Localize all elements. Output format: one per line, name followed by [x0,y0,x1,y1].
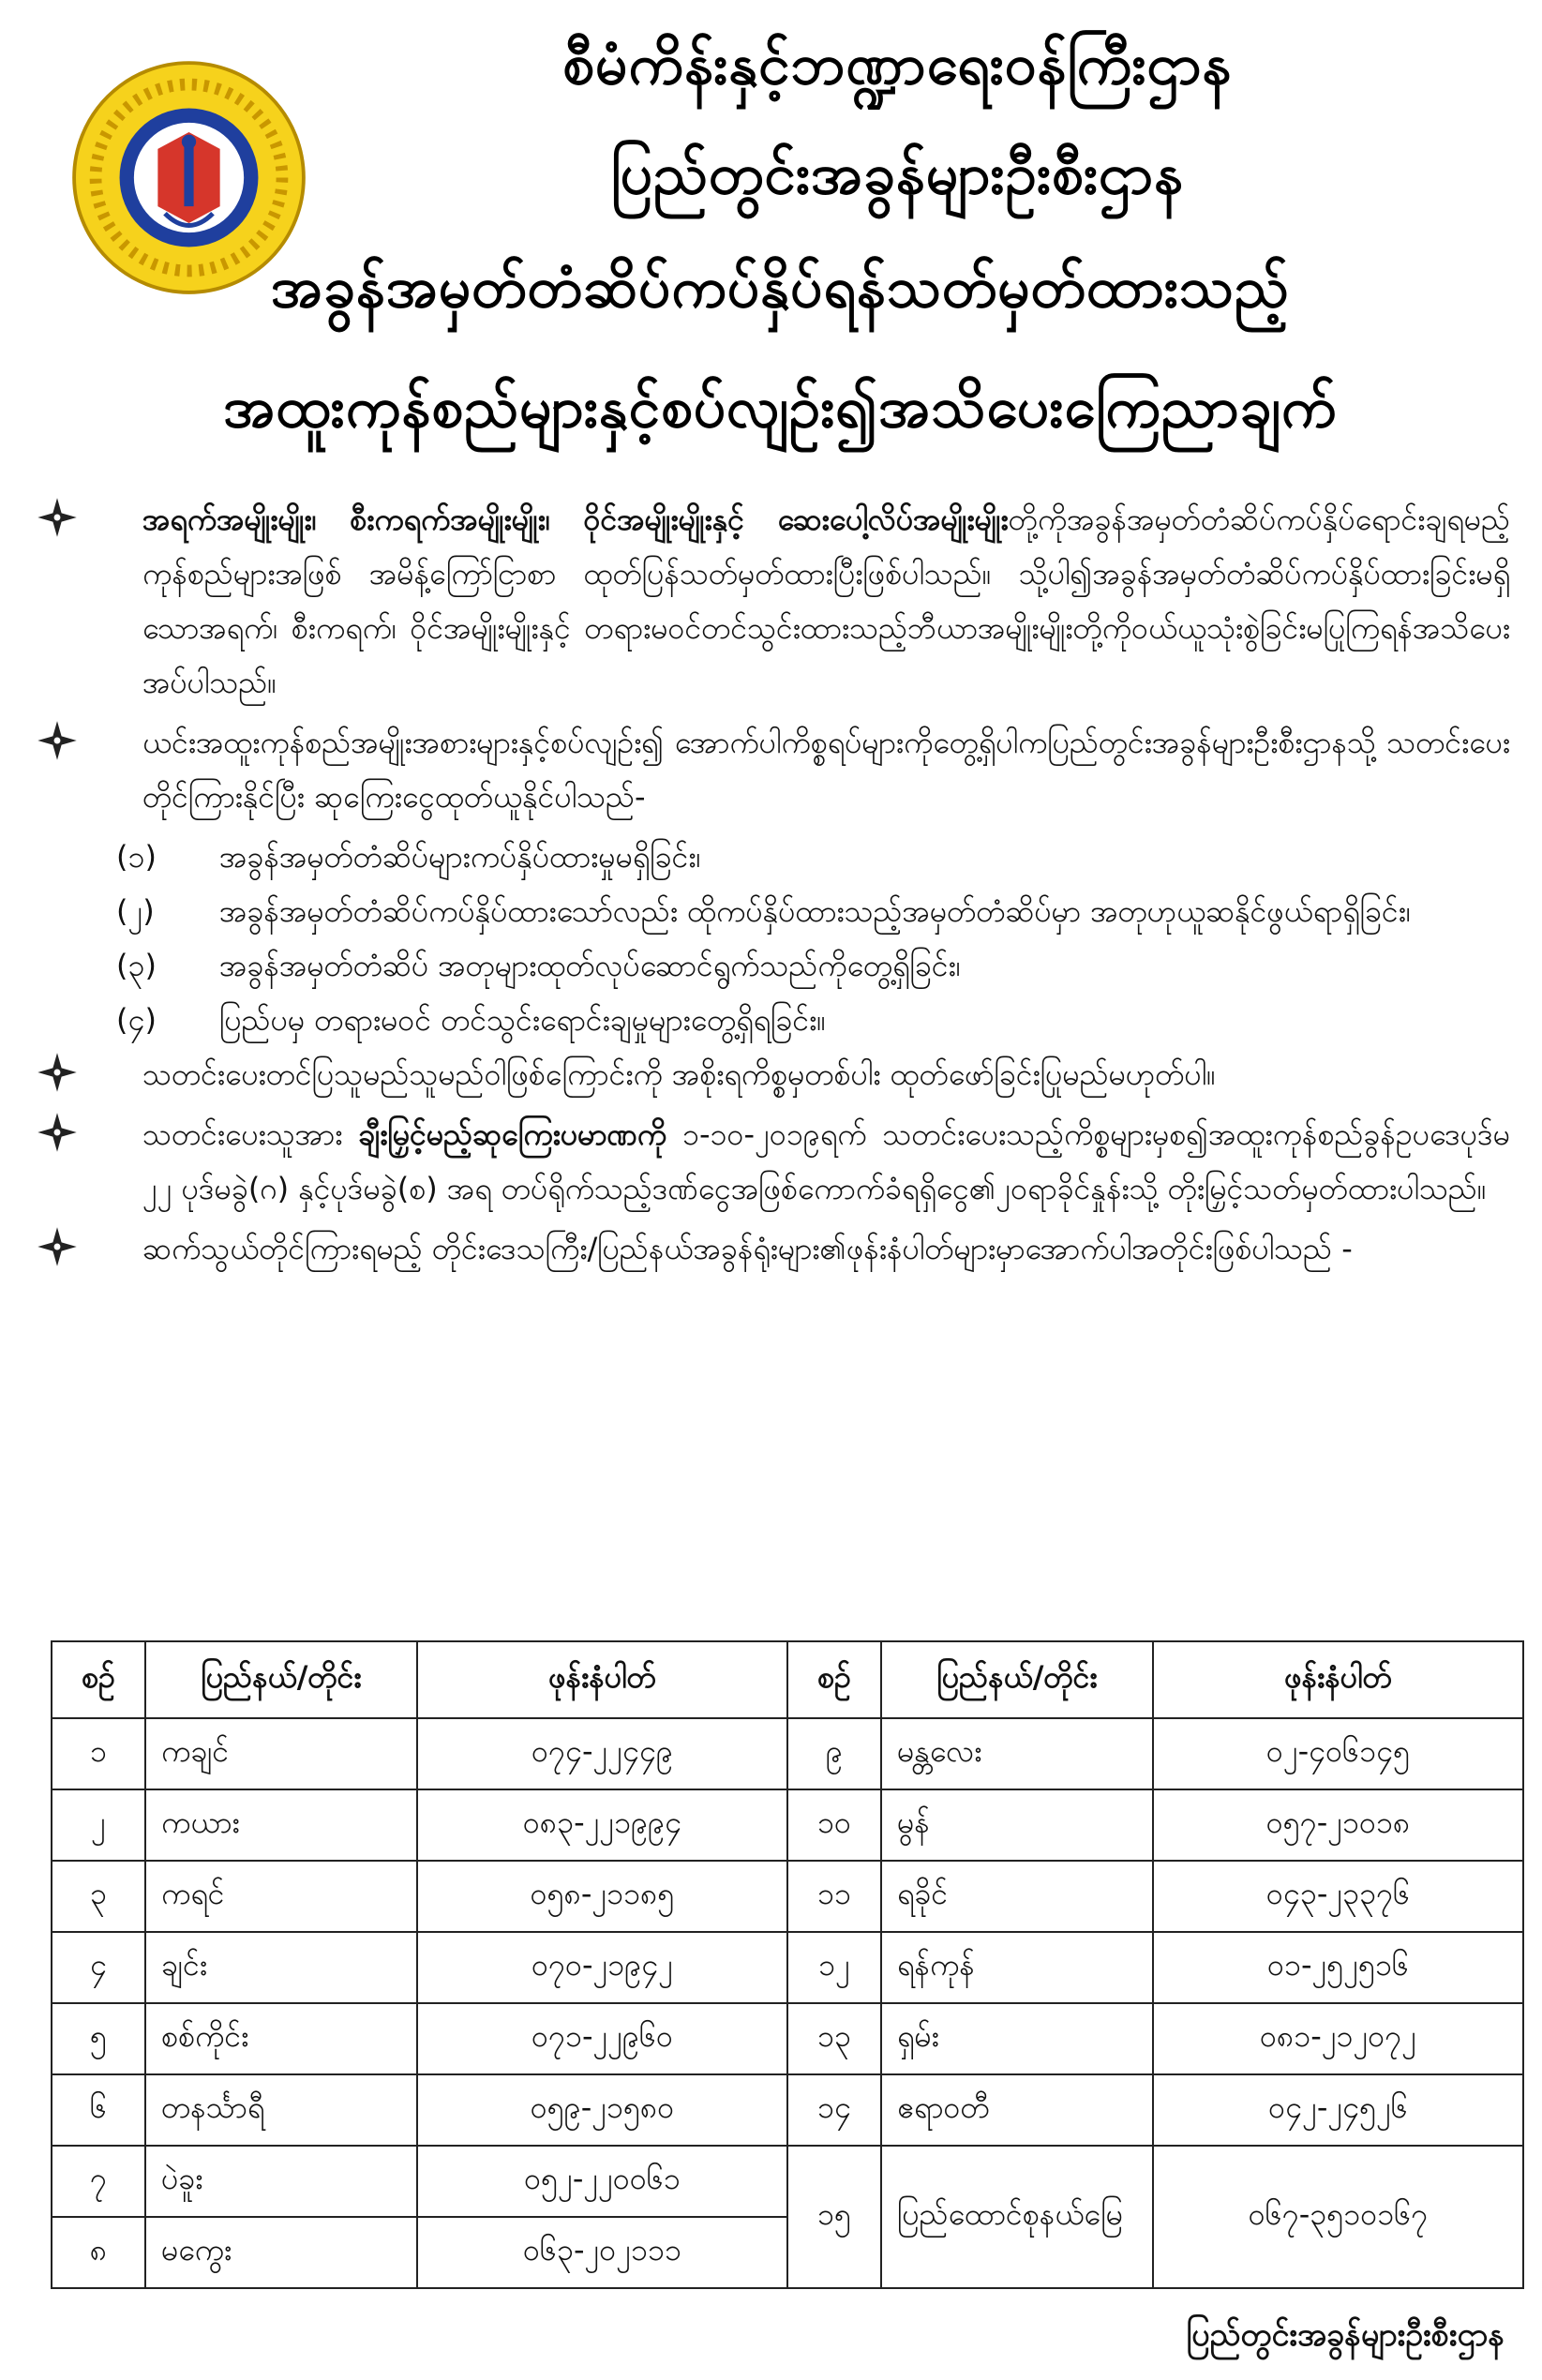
region-name: ပဲခူး [145,2146,417,2217]
region-name: ချင်း [145,1932,417,2003]
sub-item-number: (၁) [116,839,157,875]
bullet-1-bold: အရက်အမျိုးမျိုး၊ စီးကရက်အမျိုးမျိုး၊ ဝိုင်အမျိုးမျိုးနှင့် ဆေးပေါ့လိပ်အမျိုးမျိုး [142,501,1009,537]
signature-department: ပြည်တွင်းအခွန်များဦးစီးဌာန [1186,2316,1505,2354]
row-number: ၄ [52,1932,145,2003]
region-name: စစ်ကိုင်း [145,2003,417,2074]
table-row [52,1789,1523,1861]
table-row [52,2074,1523,2146]
phone-number: ၀၄၃-၂၃၃၇၆ [1153,1861,1523,1932]
bullet-2 [32,715,1510,824]
phone-number: ၀၇၁-၂၂၉၆၀ [417,2003,787,2074]
phone-number: ၀၄၂-၂၄၅၂၆ [1153,2074,1523,2146]
row-number: ၈ [52,2217,145,2288]
row-number: ၉ [787,1718,881,1789]
row-number: ၁၂ [787,1932,881,2003]
column-header: ပြည်နယ်/တိုင်း [881,1641,1153,1718]
bullet-1 [32,492,1510,710]
region-name: ကယား [145,1789,417,1861]
sub-item-3 [32,938,1510,993]
column-header: ဖုန်းနံပါတ် [1153,1641,1523,1718]
phone-number: ၀၅၈-၂၁၁၈၅ [417,1861,787,1932]
sub-item-text: ပြည်ပမှ တရားမဝင် တင်သွင်းရောင်းချမှုများတွေ့ရှိရခြင်း။ [219,1002,826,1038]
bullet-3 [32,1047,1510,1101]
row-number: ၂ [52,1789,145,1861]
row-number: ၁၃ [787,2003,881,2074]
row-number: ၅ [52,2003,145,2074]
row-number: ၁၅ [787,2146,881,2288]
region-name: ရှမ်း [881,2003,1153,2074]
region-name: ရခိုင် [881,1861,1153,1932]
diamond-bullet-icon [36,1111,79,1154]
phone-number: ၀၆၇-၃၅၁၀၁၆၇ [1153,2146,1523,2288]
column-header: ပြည်နယ်/တိုင်း [145,1641,417,1718]
row-number: ၁၁ [787,1861,881,1932]
phone-number: ၀၅၂-၂၂၀၀၆၁ [417,2146,787,2217]
row-number: ၁၀ [787,1789,881,1861]
phone-number: ၀၇၀-၂၁၉၄၂ [417,1932,787,2003]
table-row [52,1718,1523,1789]
phone-number: ၀၂-၄၀၆၁၄၅ [1153,1718,1523,1789]
sub-item-4 [32,993,1510,1047]
subject-title-1: အခွန်အမှတ်တံဆိပ်ကပ်နှိပ်ရန်သတ်မှတ်ထားသည့် [271,255,1290,321]
bullet-5-text: ဆက်သွယ်တိုင်ကြားရမည့် တိုင်းဒေသကြီး/ပြည်နယ်အခွန်ရုံးများ၏ဖုန်းနံပါတ်များမှာအောက်ပါအတိုင်းဖြစ်ပါသည် - [142,1231,1353,1266]
phone-number: ၀၅၇-၂၁၀၁၈ [1153,1789,1523,1861]
bullet-4-bold: ချီးမြှင့်မည့်ဆုကြေးပမာဏကို [358,1116,667,1152]
sub-item-text: အခွန်အမှတ်တံဆိပ်ကပ်နှိပ်ထားသော်လည်း ထိုကပ်နှိပ်ထားသည့်အမှတ်တံဆိပ်မှာ အတုဟုယူဆနိုင်ဖွယ်ရာရှိခြင်း၊ [219,893,1411,929]
region-name: ဧရာဝတီ [881,2074,1153,2146]
notice-body [32,492,1510,1281]
column-header: စဉ် [787,1641,881,1718]
bullet-3-text: သတင်းပေးတင်ပြသူမည်သူမည်ဝါဖြစ်ကြောင်းကို အစိုးရကိစ္စမှတစ်ပါး ထုတ်ဖော်ခြင်းပြုမည်မဟုတ်ပါ။ [142,1056,1216,1092]
sub-item-text: အခွန်အမှတ်တံဆိပ် အတုများထုတ်လုပ်ဆောင်ရွက်သည်ကိုတွေ့ရှိခြင်း၊ [219,948,961,983]
region-name: ပြည်ထောင်စုနယ်မြေ [881,2146,1153,2288]
region-name: မန္တလေး [881,1718,1153,1789]
table-header-row [52,1641,1523,1718]
diamond-bullet-icon [36,496,79,539]
sub-item-number: (၄) [116,1002,157,1038]
region-name: ရန်ကုန် [881,1932,1153,2003]
ministry-title: စီမံကိန်းနှင့်ဘဏ္ဍာရေးဝန်ကြီးဌာန [562,32,1233,97]
column-header: ဖုန်းနံပါတ် [417,1641,787,1718]
phone-number: ၀၇၄-၂၂၄၄၉ [417,1718,787,1789]
phone-table [51,1640,1524,2289]
row-number: ၃ [52,1861,145,1932]
bullet-1-text: တို့ကိုအခွန်အမှတ်တံဆိပ်ကပ်နှိပ်ရောင်းချရမည့်ကုန်စည်များအဖြစ် အမိန့်ကြော်ငြာစာ ထုတ်ပြန်သတ်မှတ်ထားပြီးဖြစ်ပါသည်။ သို့ပါ၍အခွန်အမှတ်တံဆိပ်ကပ်နှိပ်ထားခြင်းမရှိသောအရက်၊ စီးကရက်၊ ဝိုင်အမျိုးမျိုးနှင့် တရားမဝင်တင်သွင်းထားသည့်ဘီယာအမျိုးမျိုးတို့ကိုဝယ်ယူသုံးစွဲခြင်းမပြုကြရန်အသိပေးအပ်ပါသည်။ [142,501,1510,700]
sub-item-number: (၃) [116,948,157,983]
row-number: ၁၄ [787,2074,881,2146]
bullet-4 [32,1107,1510,1216]
column-header: စဉ် [52,1641,145,1718]
phone-number: ၀၁-၂၅၂၅၁၆ [1153,1932,1523,2003]
bullet-4-pre: သတင်းပေးသူအား [142,1116,343,1152]
phone-number: ၀၅၉-၂၁၅၈၀ [417,2074,787,2146]
phone-number: ၀၈၁-၂၁၂၀၇၂ [1153,2003,1523,2074]
region-name: မွန် [881,1789,1153,1861]
diamond-bullet-icon [36,719,79,762]
region-name: မကွေး [145,2217,417,2288]
row-number: ၇ [52,2146,145,2217]
bullet-4-post: ၁-၁၀-၂၀၁၉ရက် သတင်းပေးသည့်ကိစ္စများမှစ၍အထူးကုန်စည်ခွန်ဥပဒေပုဒ်မ ၂၂ ပုဒ်မခွဲ(ဂ) နှင့်ပုဒ်မခွဲ(စ) အရ တပ်ရိုက်သည့်ဒဏ်ငွေအဖြစ်ကောက်ခံရရှိငွေ၏၂၀ရာခိုင်နှုန်းသို့ တိုးမြှင့်သတ်မှတ်ထားပါသည်။ [142,1116,1511,1206]
subject-title-2: အထူးကုန်စည်များနှင့်စပ်လျဉ်း၍အသိပေးကြေညာချက် [223,375,1338,441]
diamond-bullet-icon [36,1225,79,1268]
sub-item-1 [32,830,1510,884]
department-title: ပြည်တွင်းအခွန်များဦးစီးဌာန [610,142,1185,207]
table-row [52,2003,1523,2074]
table-row [52,1932,1523,2003]
table-row [52,2146,1523,2217]
bullet-5 [32,1221,1510,1276]
phone-number: ၀၆၃-၂၀၂၁၁၁ [417,2217,787,2288]
region-name: တနင်္သာရီ [145,2074,417,2146]
row-number: ၆ [52,2074,145,2146]
sub-item-number: (၂) [116,893,155,929]
sub-item-text: အခွန်အမှတ်တံဆိပ်များကပ်နှိပ်ထားမှုမရှိခြင်း၊ [219,839,701,875]
table-row [52,1861,1523,1932]
region-name: ကချင် [145,1718,417,1789]
region-name: ကရင် [145,1861,417,1932]
bullet-2-text: ယင်းအထူးကုန်စည်အမျိုးအစားများနှင့်စပ်လျဉ်း၍ အောက်ပါကိစ္စရပ်များကိုတွေ့ရှိပါကပြည်တွင်းအခွန်များဦးစီးဌာနသို့ သတင်းပေးတိုင်ကြားနိုင်ပြီး ဆုကြေးငွေထုတ်ယူနိုင်ပါသည်- [142,725,1510,815]
row-number: ၁ [52,1718,145,1789]
diamond-bullet-icon [36,1051,79,1094]
sub-item-2 [32,884,1510,938]
phone-number: ၀၈၃-၂၂၁၉၉၄ [417,1789,787,1861]
header [32,0,1510,492]
title-block [223,0,1491,469]
